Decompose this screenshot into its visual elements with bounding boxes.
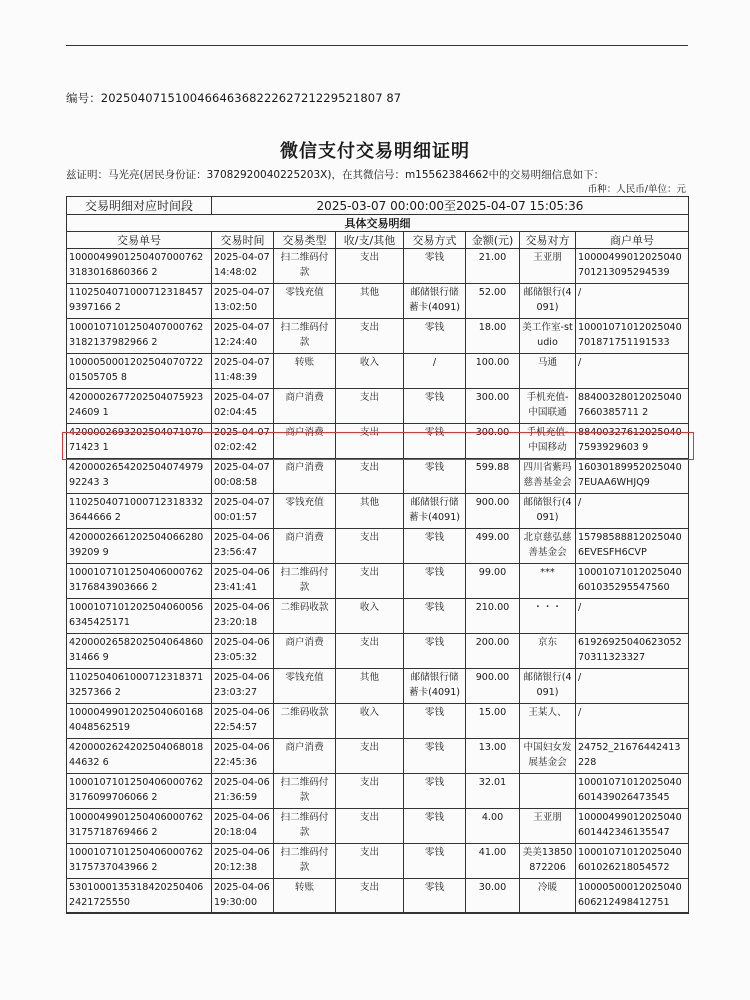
cell-time: 2025-04-06 23:41:41 — [212, 564, 274, 599]
cell-amount: 13.00 — [466, 739, 520, 774]
table-row — [67, 529, 689, 564]
cell-amount: 599.88 — [466, 459, 520, 494]
document-serial-number: 编号：20250407151004664636822262721229521807 87 — [66, 91, 402, 105]
cell-counterparty: 中国妇女发展基金会 — [520, 739, 576, 774]
cell-amount: 21.00 — [466, 249, 520, 284]
cell-direction: 支出 — [336, 879, 404, 914]
cell-direction: 支出 — [336, 739, 404, 774]
detail-header-row — [67, 215, 689, 232]
cell-direction: 其他 — [336, 284, 404, 319]
cell-type: 扫二维码付款 — [274, 249, 336, 284]
cell-order-id: 11025040710007123184579397166 2 — [67, 284, 212, 319]
cell-merchant-id: 10001071012025040601026218054572 — [576, 844, 689, 879]
transaction-table-wrapper — [66, 196, 688, 914]
cell-merchant-id: 10001071012025040601439026473545 — [576, 774, 689, 809]
cell-counterparty: 冷暖 — [520, 879, 576, 914]
cell-time: 2025-04-07 00:08:58 — [212, 459, 274, 494]
column-header-amount: 金额(元) — [466, 232, 520, 249]
cell-direction: 支出 — [336, 844, 404, 879]
cell-amount: 900.00 — [466, 494, 520, 529]
cell-direction: 支出 — [336, 319, 404, 354]
cell-order-id: 420000262420250406801844632 6 — [67, 739, 212, 774]
table-row — [67, 424, 689, 459]
cell-direction: 其他 — [336, 494, 404, 529]
cell-amount: 4.00 — [466, 809, 520, 844]
table-row — [67, 879, 689, 914]
cell-method: 邮储银行储蓄卡(4091) — [404, 284, 466, 319]
column-header-type: 交易类型 — [274, 232, 336, 249]
column-header-method: 交易方式 — [404, 232, 466, 249]
column-header-time: 交易时间 — [212, 232, 274, 249]
cell-order-id: 420000266120250406628039209 9 — [67, 529, 212, 564]
cell-order-id: 10001071012025040600566345425171 — [67, 599, 212, 634]
bottom-rule — [66, 912, 688, 913]
cell-counterparty: 王亚朋 — [520, 249, 576, 284]
cell-amount: 100.00 — [466, 354, 520, 389]
cell-type: 扫二维码付款 — [274, 809, 336, 844]
cell-counterparty: 邮储银行(4091) — [520, 494, 576, 529]
cell-counterparty: 北京慈弘慈善基金会 — [520, 529, 576, 564]
table-row — [67, 669, 689, 704]
cell-merchant-id: 157985888120250406EVESFH6CVP — [576, 529, 689, 564]
cell-method: 零钱 — [404, 809, 466, 844]
cell-type: 零钱充值 — [274, 494, 336, 529]
cell-merchant-id: / — [576, 669, 689, 704]
cell-counterparty: 王某人、 — [520, 704, 576, 739]
cell-type: 扫二维码付款 — [274, 319, 336, 354]
cell-method: 零钱 — [404, 389, 466, 424]
cell-merchant-id: 10000500012025040606212498412751 — [576, 879, 689, 914]
document-title: 微信支付交易明细证明 — [280, 141, 470, 162]
cell-time: 2025-04-06 20:12:38 — [212, 844, 274, 879]
cell-merchant-id: / — [576, 354, 689, 389]
cell-time: 2025-04-06 19:30:00 — [212, 879, 274, 914]
cell-amount: 52.00 — [466, 284, 520, 319]
cell-amount: 499.00 — [466, 529, 520, 564]
cell-time: 2025-04-06 23:56:47 — [212, 529, 274, 564]
cell-amount: 32.01 — [466, 774, 520, 809]
cell-type: 二维码收款 — [274, 704, 336, 739]
cell-type: 商户消费 — [274, 389, 336, 424]
cell-amount: 30.00 — [466, 879, 520, 914]
cell-time: 2025-04-06 20:18:04 — [212, 809, 274, 844]
cell-counterparty: 马通 — [520, 354, 576, 389]
cell-order-id: 420000265420250407497992243 3 — [67, 459, 212, 494]
cell-direction: 其他 — [336, 669, 404, 704]
cell-type: 扫二维码付款 — [274, 774, 336, 809]
period-label: 交易明细对应时间段 — [67, 197, 212, 215]
table-row — [67, 389, 689, 424]
cell-counterparty: 邮储银行(4091) — [520, 669, 576, 704]
cell-type: 商户消费 — [274, 424, 336, 459]
table-row — [67, 249, 689, 284]
cell-counterparty: 手机充值-中国移动 — [520, 424, 576, 459]
column-header-row — [67, 232, 689, 249]
cell-merchant-id: 884003280120250407660385711 2 — [576, 389, 689, 424]
cell-direction: 支出 — [336, 249, 404, 284]
certification-text: 兹证明：马光亮(居民身份证：37082920040225203X)，在其微信号：m15562384662中的交易明细信息如下： — [66, 169, 605, 181]
cell-order-id: 100005000120250407072201505705 8 — [67, 354, 212, 389]
cell-counterparty: 手机充值-中国联通 — [520, 389, 576, 424]
cell-time: 2025-04-07 12:24:40 — [212, 319, 274, 354]
cell-amount: 15.00 — [466, 704, 520, 739]
column-header-order-id: 交易单号 — [67, 232, 212, 249]
table-row — [67, 634, 689, 669]
cell-direction: 支出 — [336, 424, 404, 459]
cell-merchant-id: 10001071012025040601035295547560 — [576, 564, 689, 599]
cell-merchant-id: 24752_21676442413228 — [576, 739, 689, 774]
cell-method: 零钱 — [404, 634, 466, 669]
cell-time: 2025-04-06 22:54:57 — [212, 704, 274, 739]
cell-order-id: 420000269320250407107071423 1 — [67, 424, 212, 459]
cell-counterparty: ・・・ — [520, 599, 576, 634]
cell-type: 商户消费 — [274, 739, 336, 774]
cell-method: / — [404, 354, 466, 389]
currency-note: 币种：人民币/单位：元 — [587, 184, 686, 195]
cell-time: 2025-04-07 02:02:42 — [212, 424, 274, 459]
cell-method: 零钱 — [404, 424, 466, 459]
cell-time: 2025-04-07 14:48:02 — [212, 249, 274, 284]
period-row — [67, 197, 689, 215]
cell-direction: 支出 — [336, 774, 404, 809]
column-header-direction: 收/支/其他 — [336, 232, 404, 249]
cell-order-id: 53010001353184202504062421725550 — [67, 879, 212, 914]
cell-method: 零钱 — [404, 844, 466, 879]
cell-method: 零钱 — [404, 564, 466, 599]
cell-type: 商户消费 — [274, 634, 336, 669]
cell-merchant-id: 10000499012025040701213095294539 — [576, 249, 689, 284]
cell-merchant-id: / — [576, 704, 689, 739]
cell-direction: 支出 — [336, 389, 404, 424]
cell-order-id: 10000499012504070007623183016860366 2 — [67, 249, 212, 284]
cell-direction: 收入 — [336, 354, 404, 389]
table-row — [67, 704, 689, 739]
cell-time: 2025-04-06 22:45:36 — [212, 739, 274, 774]
top-rule — [66, 45, 688, 46]
cell-order-id: 10001071012504070007623182137982966 2 — [67, 319, 212, 354]
cell-counterparty: 美工作室-studio — [520, 319, 576, 354]
table-row — [67, 599, 689, 634]
cell-method: 零钱 — [404, 704, 466, 739]
cell-merchant-id: 10000499012025040601442346135547 — [576, 809, 689, 844]
cell-direction: 支出 — [336, 634, 404, 669]
cell-order-id: 10000499012504060007623175718769466 2 — [67, 809, 212, 844]
cell-time: 2025-04-07 00:01:57 — [212, 494, 274, 529]
cell-type: 商户消费 — [274, 529, 336, 564]
column-header-merchant-id: 商户单号 — [576, 232, 689, 249]
cell-direction: 支出 — [336, 809, 404, 844]
cell-counterparty: 邮储银行(4091) — [520, 284, 576, 319]
cell-time: 2025-04-06 21:36:59 — [212, 774, 274, 809]
cell-direction: 收入 — [336, 704, 404, 739]
cell-counterparty: 京东 — [520, 634, 576, 669]
cell-time: 2025-04-06 23:05:32 — [212, 634, 274, 669]
cell-method: 邮储银行储蓄卡(4091) — [404, 669, 466, 704]
cell-merchant-id: 6192692504062305270311323327 — [576, 634, 689, 669]
detail-header: 具体交易明细 — [67, 215, 689, 232]
table-row — [67, 564, 689, 599]
cell-direction: 支出 — [336, 529, 404, 564]
cell-method: 零钱 — [404, 599, 466, 634]
cell-counterparty: *** — [520, 564, 576, 599]
period-value: 2025-03-07 00:00:00至2025-04-07 15:05:36 — [212, 197, 689, 215]
cell-type: 扫二维码付款 — [274, 564, 336, 599]
cell-time: 2025-04-06 23:20:18 — [212, 599, 274, 634]
cell-order-id: 420000265820250406486031466 9 — [67, 634, 212, 669]
cell-counterparty — [520, 774, 576, 809]
cell-merchant-id: 16030189952025040 7EUAA6WHJQ9 — [576, 459, 689, 494]
cell-type: 转账 — [274, 354, 336, 389]
cell-time: 2025-04-06 23:03:27 — [212, 669, 274, 704]
cell-method: 零钱 — [404, 739, 466, 774]
cell-counterparty: 四川省紫玛慈善基金会 — [520, 459, 576, 494]
cell-type: 零钱充值 — [274, 669, 336, 704]
cell-time: 2025-04-07 13:02:50 — [212, 284, 274, 319]
cell-amount: 300.00 — [466, 424, 520, 459]
cell-direction: 支出 — [336, 459, 404, 494]
cell-merchant-id: 884003276120250407593929603 9 — [576, 424, 689, 459]
cell-direction: 支出 — [336, 564, 404, 599]
table-row — [67, 354, 689, 389]
cell-method: 零钱 — [404, 249, 466, 284]
cell-method: 零钱 — [404, 529, 466, 564]
cell-order-id: 10001071012504060007623176099706066 2 — [67, 774, 212, 809]
cell-counterparty: 王亚朋 — [520, 809, 576, 844]
table-row — [67, 284, 689, 319]
cell-order-id: 10000499012025040601684048562519 — [67, 704, 212, 739]
cell-order-id: 10001071012504060007623176843903666 2 — [67, 564, 212, 599]
transaction-table — [66, 196, 689, 914]
cell-amount: 99.00 — [466, 564, 520, 599]
cell-amount: 41.00 — [466, 844, 520, 879]
cell-amount: 900.00 — [466, 669, 520, 704]
cell-method: 零钱 — [404, 459, 466, 494]
cell-merchant-id: / — [576, 284, 689, 319]
table-row-highlighted — [67, 459, 689, 494]
cell-type: 零钱充值 — [274, 284, 336, 319]
cell-method: 邮储银行储蓄卡(4091) — [404, 494, 466, 529]
cell-type: 扫二维码付款 — [274, 844, 336, 879]
cell-method: 零钱 — [404, 319, 466, 354]
cell-amount: 18.00 — [466, 319, 520, 354]
cell-direction: 收入 — [336, 599, 404, 634]
cell-method: 零钱 — [404, 879, 466, 914]
cell-order-id: 10001071012504060007623175737043966 2 — [67, 844, 212, 879]
table-row — [67, 494, 689, 529]
column-header-counterparty: 交易对方 — [520, 232, 576, 249]
cell-order-id: 11025040710007123183323644666 2 — [67, 494, 212, 529]
cell-type: 商户消费 — [274, 459, 336, 494]
table-row — [67, 844, 689, 879]
cell-amount: 210.00 — [466, 599, 520, 634]
cell-merchant-id: / — [576, 494, 689, 529]
table-row — [67, 809, 689, 844]
cell-counterparty: 美美13850872206 — [520, 844, 576, 879]
cell-type: 转账 — [274, 879, 336, 914]
cell-time: 2025-04-07 11:48:39 — [212, 354, 274, 389]
cell-merchant-id: 10001071012025040701871751191533 — [576, 319, 689, 354]
table-row — [67, 319, 689, 354]
cell-amount: 200.00 — [466, 634, 520, 669]
cell-method: 零钱 — [404, 774, 466, 809]
table-row — [67, 739, 689, 774]
cell-merchant-id: / — [576, 599, 689, 634]
cell-time: 2025-04-07 02:04:45 — [212, 389, 274, 424]
cell-order-id: 420000267720250407592324609 1 — [67, 389, 212, 424]
cell-amount: 300.00 — [466, 389, 520, 424]
table-row — [67, 774, 689, 809]
cell-type: 二维码收款 — [274, 599, 336, 634]
cell-order-id: 11025040610007123183713257366 2 — [67, 669, 212, 704]
